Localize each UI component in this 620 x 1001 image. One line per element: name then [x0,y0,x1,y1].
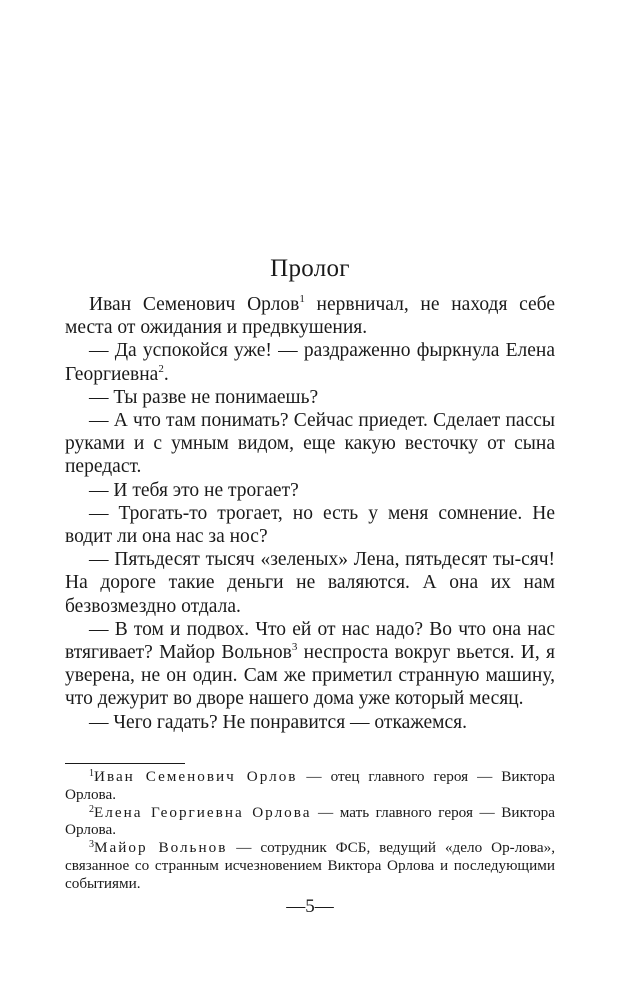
footnote-number: 3 [89,839,94,851]
footnote-text: — мать главного героя — Виктора Орлова. [65,803,555,839]
paragraph-text-cont: нервничал, не находя себе места от ожидания и предвкушения. [65,294,555,339]
footnote-1 [65,768,555,804]
footnote-2 [65,804,555,840]
footnote-divider [65,763,185,764]
paragraph-text: — Да успокойся уже! — раздраженно фыркнула Елена Георгиевна [65,340,555,385]
footnote-ref-3[interactable]: 3 [291,641,298,654]
paragraph-text: — В том и подвох. Что ей от нас надо? Во что она нас втягивает? Майор Вольнов [65,618,555,664]
paragraph-8 [65,618,555,711]
footnote-number: 1 [89,768,94,779]
paragraph-7: — Пятьдесят тысяч «зеленых» Лена, пятьдесят ты-сяч! На дороге такие деньги не валяются. А она их нам безвозмездно отдала. [65,549,555,617]
paragraph-text-cont: неспроста вокруг вьется. И, я уверена, не он один. Сам же приметил странную машину, что дежурит во дворе нашего дома уже который месяц. [65,642,556,710]
paragraph-text-cont: . [163,363,169,385]
footnote-3 [65,839,555,892]
footnote-name: Майор Вольнов [94,839,228,857]
footnotes [65,768,555,893]
footnote-number: 2 [89,803,94,815]
footnote-text: — сотрудник ФСБ, ведущий «дело Ор-лова», связанное со странным исчезновением Виктора Орлова и последующими событиями. [65,839,555,892]
paragraph-4: — А что там понимать? Сейчас приедет. Сделает пассы руками и с умным видом, еще какую весточку от сына передаст. [65,410,555,478]
footnote-text: — отец главного героя — Виктора Орлова. [65,768,555,803]
chapter-body [65,293,555,734]
page-number: —5— [286,896,334,917]
paragraph-9: — Чего гадать? Не понравится — откажемся. [89,711,467,733]
chapter-title: Пролог [270,255,350,282]
paragraph-3: — Ты разве не понимаешь? [89,386,319,408]
footnote-ref-1[interactable]: 1 [299,293,305,305]
footnote-ref-2[interactable]: 2 [158,362,164,375]
book-page [65,0,555,1001]
paragraph-text: Иван Семенович Орлов [89,294,300,315]
footnote-name: Иван Семенович Орлов [94,768,298,785]
paragraph-5: — И тебя это не трогает? [89,479,299,501]
paragraph-1 [65,293,555,339]
paragraph-2 [65,339,555,385]
paragraph-6: — Трогать-то трогает, но есть у меня сомнение. Не водит ли она нас за нос? [65,502,555,548]
footnote-name: Елена Георгиевна Орлова [94,803,312,821]
